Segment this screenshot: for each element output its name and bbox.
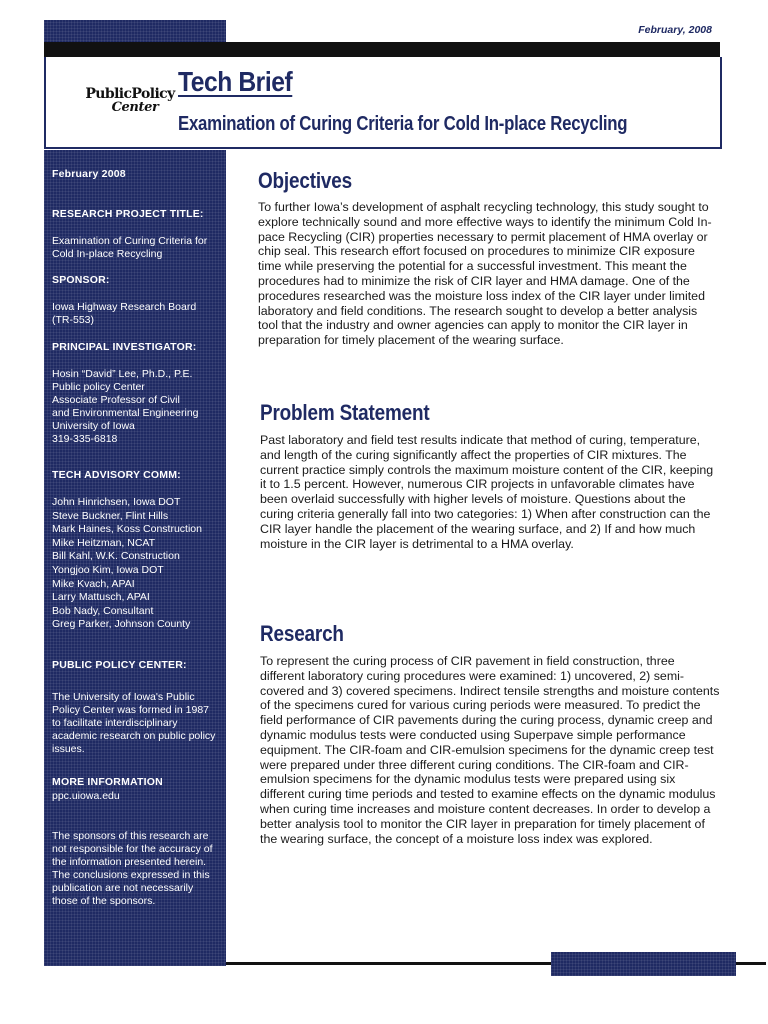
issue-date: February, 2008 bbox=[638, 24, 712, 36]
pi-heading: PRINCIPAL INVESTIGATOR: bbox=[52, 341, 197, 353]
sponsor-heading: SPONSOR: bbox=[52, 274, 110, 286]
ppc-text: The University of Iowa's Public Policy Center was formed in 1987 to facilitate interdisciplinary academic research on public policy issues. bbox=[52, 691, 216, 755]
top-rule bbox=[44, 42, 720, 57]
research-heading: Research bbox=[260, 621, 344, 646]
problem-statement-text: Past laboratory and field test results indicate that method of curing, temperature, and length of the curing significantly affect the properties of CIR mixtures. The current practice simply controls the maximum moisture content of the CIR, keeping it to 1.5 percent. However, numerous CIR projects in unfavorable climates have been overlaid successfully with higher levels of moisture. Questions about the curing criteria generally fall into two categories: 1) When after construction can the CIR layer handle the placement of the wearing surface, and 2) If and how much moisture in the CIR layer is detrimental to a HMA overlay. bbox=[260, 433, 714, 551]
sidebar bbox=[44, 150, 226, 966]
committee-member: John Hinrichsen, Iowa DOT bbox=[52, 496, 181, 508]
committee-member: Bill Kahl, W.K. Construction bbox=[52, 550, 180, 563]
project-title-heading: RESEARCH PROJECT TITLE: bbox=[52, 208, 204, 220]
more-info-heading: MORE INFORMATION bbox=[52, 776, 163, 788]
objectives-text: To further Iowa’s development of asphalt recycling technology, this study sought to explore technically sound and more effective ways to identify the minimum Cold In-pace Recycling (CIR) properties necessary to permit placement of HMA overlay or chip seal. This research effort focused on procedures to minimize CIR exposure time while preserving the potential for a successful investment. This meant the procedures had to minimize the risk of CIR layer and HMA damage. One of the procedures researched was the moisture loss index of the CIR layer under limited laboratory and field conditions. The research sought to develop a better analysis tool that the industry and owner agencies can apply to monitor the CIR layer in preparation for timely placement of the wearing surface. bbox=[258, 200, 712, 348]
sidebar-date: February 2008 bbox=[52, 168, 126, 180]
committee-heading: TECH ADVISORY COMM: bbox=[52, 469, 181, 481]
committee-member: Steve Buckner, Flint Hills bbox=[52, 509, 169, 522]
committee-member: Mark Haines, Koss Construction bbox=[52, 523, 202, 536]
logo-line-2: Center bbox=[111, 100, 159, 115]
logo-line-1: PublicPolicy bbox=[85, 86, 175, 102]
ppc-heading: PUBLIC POLICY CENTER: bbox=[52, 659, 187, 671]
document-title: Examination of Curing Criteria for Cold In-place Recycling bbox=[178, 113, 628, 135]
brand-title: Tech Brief bbox=[178, 66, 293, 97]
bottom-decorative-bar bbox=[551, 952, 736, 976]
disclaimer: The sponsors of this research are not responsible for the accuracy of the information presented herein. The conclusions expressed in this publication are not necessarily those of the sponsors. bbox=[52, 830, 213, 907]
objectives-heading: Objectives bbox=[258, 168, 352, 193]
committee-member: Larry Mattusch, APAI bbox=[52, 591, 150, 604]
committee-member: Yongjoo Kim, Iowa DOT bbox=[52, 563, 164, 576]
project-title: Examination of Curing Criteria for Cold In-place Recycling bbox=[52, 235, 208, 260]
pi-line: University of Iowa bbox=[52, 420, 135, 432]
masthead bbox=[44, 57, 722, 149]
pi-line: Public policy Center bbox=[52, 381, 145, 393]
committee-list bbox=[52, 496, 220, 632]
committee-member: Bob Nady, Consultant bbox=[52, 604, 154, 617]
pi-line: Associate Professor of Civil bbox=[52, 394, 180, 406]
pi-line: Hosin “David” Lee, Ph.D., P.E. bbox=[52, 368, 193, 380]
problem-statement-heading: Problem Statement bbox=[260, 400, 430, 425]
pi-line: and Environmental Engineering bbox=[52, 407, 199, 419]
committee-member: Mike Kvach, APAI bbox=[52, 577, 135, 590]
more-info-link[interactable]: ppc.uiowa.edu bbox=[52, 790, 120, 802]
sponsor-text: Iowa Highway Research Board (TR-553) bbox=[52, 301, 197, 326]
committee-member: Mike Heitzman, NCAT bbox=[52, 536, 156, 549]
committee-member: Greg Parker, Johnson County bbox=[52, 618, 191, 631]
pi-line: 319-335-6818 bbox=[52, 433, 118, 445]
research-text: To represent the curing process of CIR pavement in field construction, three different laboratory curing procedures were examined: 1) uncovered, 2) semi-covered and 3) covered specimens. Indirect tensile strengths and moisture contents of the specimens cured for various curing periods were measured. To predict the field performance of CIR pavements during the curing process, dynamic creep and dynamic modulus tests were conducted using Superpave simple performance equipment. The CIR-foam and CIR-emulsion specimens for the dynamic creep test were prepared under three different curing conditions. The CIR-foam and CIR-emulsion specimens for the dynamic modulus tests were prepared using six different curing time periods and tested to examine effects on the dynamic modulus when curing time increases and moisture content decreases. In order to develop a better analysis tool to monitor the CIR layer in preparation for timely placement of the wearing surface, the concept of a moisture loss index was explored. bbox=[260, 654, 720, 846]
public-policy-center-logo bbox=[80, 87, 180, 115]
pi-details bbox=[52, 368, 220, 446]
top-decorative-bar bbox=[44, 20, 226, 44]
